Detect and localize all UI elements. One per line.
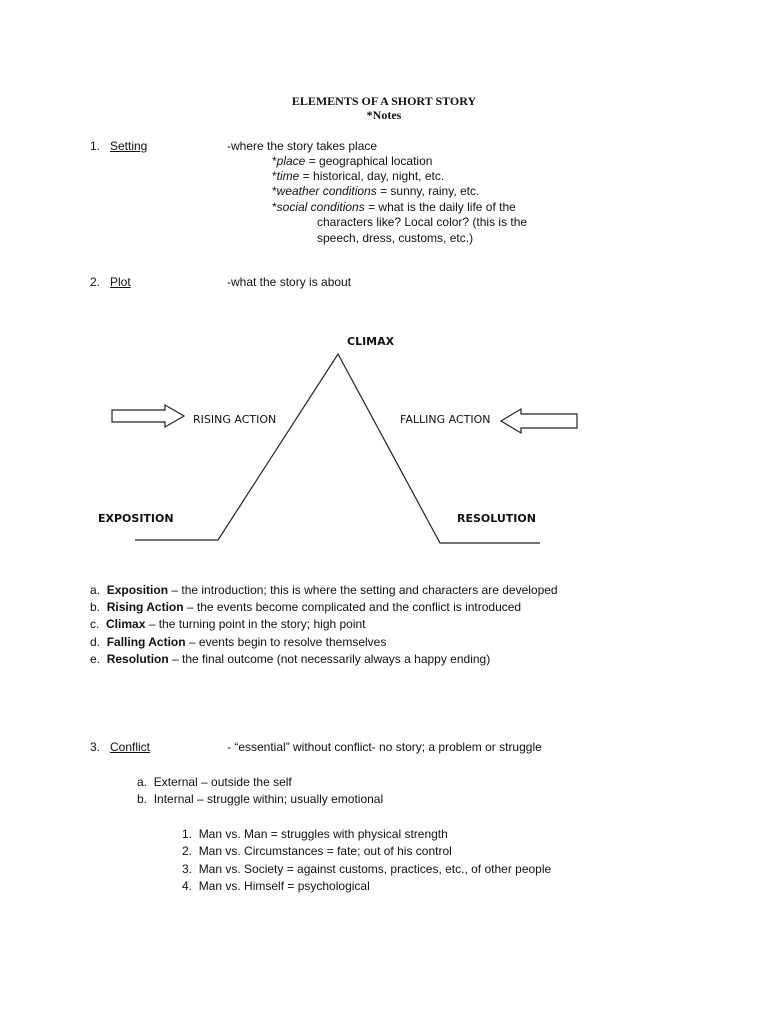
plot-number: 2. <box>90 275 101 289</box>
setting-detail-time: *time = historical, day, night, etc. <box>272 169 445 183</box>
conflict-kind-4: 4. Man vs. Himself = psychological <box>182 879 370 893</box>
setting-detail-place: *place = geographical location <box>272 154 433 168</box>
diagram-climax-label: CLIMAX <box>347 335 395 348</box>
setting-continuation-1: characters like? Local color? (this is the <box>317 215 528 229</box>
page-title: ELEMENTS OF A SHORT STORY <box>291 94 477 108</box>
conflict-type-internal: b. Internal – struggle within; usually emotional <box>137 792 384 806</box>
right-arrow-icon <box>112 405 184 427</box>
conflict-type-external: a. External – outside the self <box>137 775 292 789</box>
plot-definition: -what the story is about <box>227 275 352 289</box>
plot-item-rising-action: b. Rising Action – the events become complicated and the conflict is introduced <box>90 600 522 614</box>
conflict-number: 3. <box>90 740 101 754</box>
plot-item-falling-action: d. Falling Action – events begin to resolve themselves <box>90 635 387 649</box>
diagram-exposition-label: EXPOSITION <box>98 512 174 525</box>
setting-term: Setting <box>110 139 148 153</box>
plot-item-resolution: e. Resolution – the final outcome (not necessarily always a happy ending) <box>90 652 491 666</box>
setting-number: 1. <box>90 139 101 153</box>
page-subtitle: *Notes <box>366 108 402 122</box>
setting-definition: -where the story takes place <box>227 139 378 153</box>
conflict-kind-1: 1. Man vs. Man = struggles with physical strength <box>182 827 448 841</box>
diagram-rising-action-label: RISING ACTION <box>193 413 277 426</box>
setting-detail-weather: *weather conditions = sunny, rainy, etc. <box>272 184 480 198</box>
conflict-kind-2: 2. Man vs. Circumstances = fate; out of his control <box>182 844 452 858</box>
conflict-definition: - “essential” without conflict- no story; a problem or struggle <box>227 740 542 754</box>
diagram-falling-action-label: FALLING ACTION <box>400 413 491 426</box>
left-arrow-icon <box>501 409 577 433</box>
plot-item-climax: c. Climax – the turning point in the story; high point <box>90 617 366 631</box>
conflict-term: Conflict <box>110 740 151 754</box>
plot-item-exposition: a. Exposition – the introduction; this is where the setting and characters are developed <box>90 583 558 597</box>
conflict-kind-3: 3. Man vs. Society = against customs, practices, etc., of other people <box>182 862 552 876</box>
setting-continuation-2: speech, dress, customs, etc.) <box>317 231 474 245</box>
diagram-resolution-label: RESOLUTION <box>457 512 536 525</box>
setting-detail-social: *social conditions = what is the daily life of the <box>272 200 516 214</box>
plot-term: Plot <box>110 275 131 289</box>
